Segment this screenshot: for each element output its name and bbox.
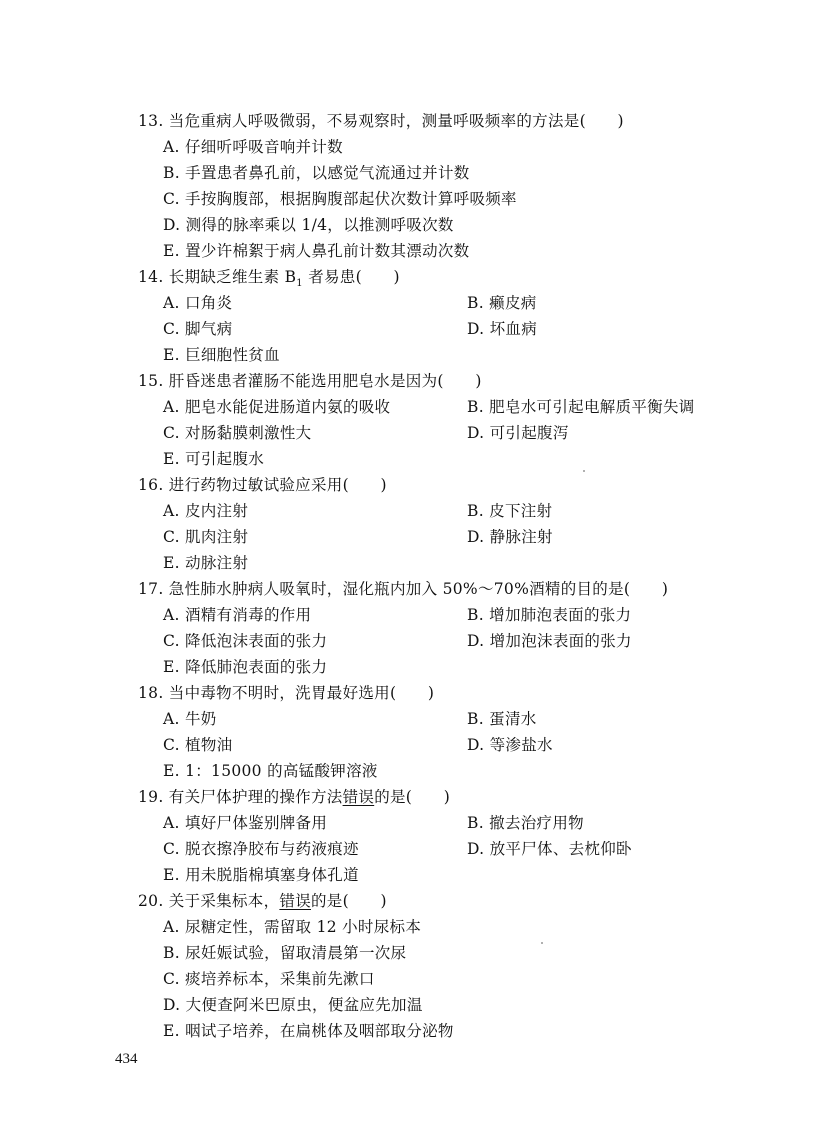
question-15-option-b: B. 肥皂水可引起电解质平衡失调 xyxy=(467,398,695,416)
page-number: 434 xyxy=(115,1051,138,1067)
question-18-option-a: A. 牛奶 xyxy=(163,710,217,728)
question-17-option-a: A. 酒精有消毒的作用 xyxy=(163,606,312,624)
question-17-option-e: E. 降低肺泡表面的张力 xyxy=(163,658,328,676)
question-19-stem-text: 19. 有关尸体护理的操作方法 xyxy=(138,788,343,806)
question-13-option-d: D. 测得的脉率乘以 1/4，以推测呼吸次数 xyxy=(163,216,454,234)
question-19-stem xyxy=(138,785,450,809)
question-13-option-b: B. 手置患者鼻孔前，以感觉气流通过并计数 xyxy=(163,164,470,182)
question-20-option-b: B. 尿妊娠试验，留取清晨第一次尿 xyxy=(163,944,407,962)
question-16-option-e: E. 动脉注射 xyxy=(163,554,249,572)
question-18-option-e: E. 1：15000 的高锰酸钾溶液 xyxy=(163,762,378,780)
question-15-stem: 15. 肝昏迷患者灌肠不能选用肥皂水是因为( ) xyxy=(138,372,482,390)
question-14-stem-tail: 者易患( ) xyxy=(302,268,400,286)
question-19-option-a: A. 填好尸体鉴别牌备用 xyxy=(163,814,328,832)
question-19-option-e: E. 用未脱脂棉填塞身体孔道 xyxy=(163,866,359,884)
question-17-stem: 17. 急性肺水肿病人吸氧时，湿化瓶内加入 50%～70%酒精的目的是( ) xyxy=(138,580,669,598)
question-13-stem: 13. 当危重病人呼吸微弱，不易观察时，测量呼吸频率的方法是( ) xyxy=(138,112,624,130)
question-16-option-a: A. 皮内注射 xyxy=(163,502,249,520)
question-20-option-e: E. 咽试子培养，在扁桃体及咽部取分泌物 xyxy=(163,1022,454,1040)
question-14-option-e: E. 巨细胞性贫血 xyxy=(163,346,280,364)
question-13-option-a: A. 仔细听呼吸音响并计数 xyxy=(163,138,343,156)
question-13-option-c: C. 手按胸腹部，根据胸腹部起伏次数计算呼吸频率 xyxy=(163,190,517,208)
question-19-option-d: D. 放平尸体、去枕仰卧 xyxy=(467,840,632,858)
question-20-stem-tail: 的是( ) xyxy=(311,892,387,910)
question-14-stem xyxy=(138,265,400,289)
question-20-stem xyxy=(138,889,387,913)
question-15-option-c: C. 对肠黏膜刺激性大 xyxy=(163,424,312,442)
scan-speck xyxy=(541,942,543,944)
question-19-stem-emphasis: 错误 xyxy=(342,788,375,806)
question-15-option-e: E. 可引起腹水 xyxy=(163,450,265,468)
question-20-option-d: D. 大便查阿米巴原虫，便盆应先加温 xyxy=(163,996,423,1014)
question-14-option-d: D. 坏血病 xyxy=(467,320,538,338)
question-18-option-d: D. 等渗盐水 xyxy=(467,736,553,754)
question-17-option-d: D. 增加泡沫表面的张力 xyxy=(467,632,632,650)
question-20-stem-text: 20. 关于采集标本， xyxy=(138,892,280,910)
question-19-option-c: C. 脱衣擦净胶布与药液痕迹 xyxy=(163,840,359,858)
question-14-option-b: B. 癞皮病 xyxy=(467,294,537,312)
question-16-option-c: C. 肌肉注射 xyxy=(163,528,249,546)
question-20-stem-emphasis: 错误 xyxy=(279,892,311,910)
question-19-option-b: B. 撤去治疗用物 xyxy=(467,814,584,832)
question-19-stem-tail: 的是( ) xyxy=(374,788,451,806)
question-14-stem-subscript: 1 xyxy=(296,278,303,290)
question-20-option-a: A. 尿糖定性，需留取 12 小时尿标本 xyxy=(163,918,422,936)
question-15-option-a: A. 肥皂水能促进肠道内氨的吸收 xyxy=(163,398,391,416)
question-14-option-a: A. 口角炎 xyxy=(163,294,233,312)
question-15-option-d: D. 可引起腹泻 xyxy=(467,424,569,442)
question-20-option-c: C. 痰培养标本，采集前先漱口 xyxy=(163,970,375,988)
question-18-option-b: B. 蛋清水 xyxy=(467,710,537,728)
question-16-stem: 16. 进行药物过敏试验应采用( ) xyxy=(138,476,387,494)
question-14-stem-text: 14. 长期缺乏维生素 B xyxy=(138,268,297,286)
question-18-option-c: C. 植物油 xyxy=(163,736,233,754)
question-16-option-b: B. 皮下注射 xyxy=(467,502,553,520)
question-17-option-c: C. 降低泡沫表面的张力 xyxy=(163,632,328,650)
question-18-stem: 18. 当中毒物不明时，洗胃最好选用( ) xyxy=(138,684,435,702)
question-16-option-d: D. 静脉注射 xyxy=(467,528,553,546)
scan-speck xyxy=(583,470,585,472)
question-17-option-b: B. 增加肺泡表面的张力 xyxy=(467,606,632,624)
question-14-option-c: C. 脚气病 xyxy=(163,320,233,338)
question-13-option-e: E. 置少许棉絮于病人鼻孔前计数其漂动次数 xyxy=(163,242,470,260)
